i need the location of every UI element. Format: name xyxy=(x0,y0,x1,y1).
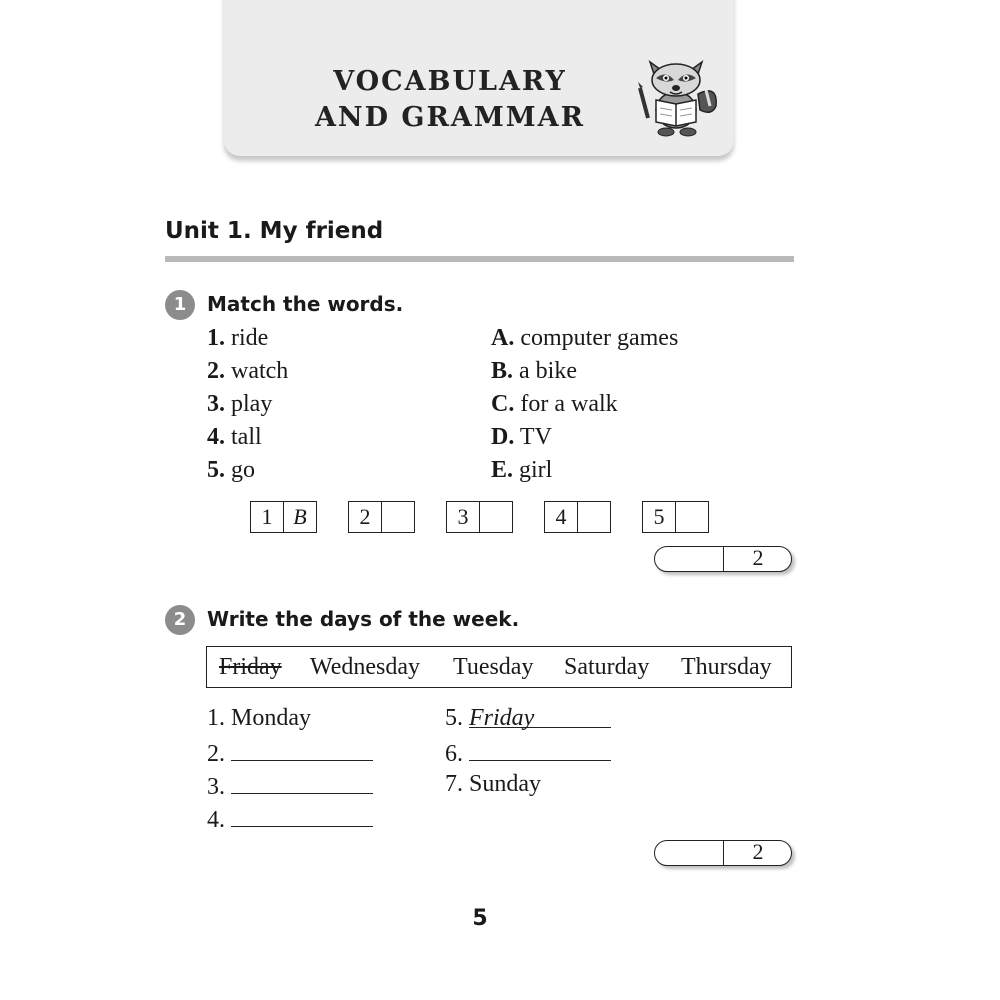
match-right-item: B. a bike xyxy=(491,358,577,384)
day-item: 2. xyxy=(207,736,373,769)
exercise-number-badge: 1 xyxy=(165,290,195,320)
match-left-item: 3. play xyxy=(207,391,273,417)
day-item: 4. xyxy=(207,802,373,835)
match-right-item: E. girl xyxy=(491,457,553,483)
answer-number: 5 xyxy=(653,504,665,529)
day-item: 3. xyxy=(207,769,373,802)
answer-number: 1 xyxy=(261,504,273,529)
day-item: 5. Friday xyxy=(445,703,611,733)
exercise-title: Match the words. xyxy=(207,292,404,316)
match-right-item: C. for a walk xyxy=(491,391,618,417)
unit-title: Unit 1. My friend xyxy=(165,218,384,244)
match-left-item: 4. tall xyxy=(207,424,262,450)
exercise-number-badge: 2 xyxy=(165,605,195,635)
word-bank-item-crossed: Friday xyxy=(219,654,282,680)
word-bank-item: Saturday xyxy=(564,654,650,680)
section-title-line2: AND GRAMMAR xyxy=(314,102,586,133)
match-right-item: D. TV xyxy=(491,424,552,450)
page-number: 5 xyxy=(472,906,488,931)
answer-line[interactable] xyxy=(231,736,373,761)
section-title-line1: VOCABULARY xyxy=(333,66,567,97)
score-max: 2 xyxy=(752,545,764,570)
match-left-item: 2. watch xyxy=(207,358,289,384)
answer-box[interactable] xyxy=(348,501,415,533)
answer-number: 4 xyxy=(555,504,567,529)
answer-letter[interactable]: B xyxy=(283,502,316,532)
day-item: 6. xyxy=(445,736,611,769)
match-right-item: A. computer games xyxy=(491,325,679,351)
match-left-item: 5. go xyxy=(207,457,255,483)
word-bank-item: Tuesday xyxy=(453,654,534,680)
answer-line[interactable] xyxy=(231,802,373,827)
raccoon-with-book-icon xyxy=(626,44,722,140)
answer-letter[interactable] xyxy=(381,502,414,532)
day-item: 1. Monday xyxy=(207,705,311,731)
answer-line[interactable] xyxy=(231,769,373,794)
answer-number: 2 xyxy=(359,504,371,529)
answer-letter[interactable] xyxy=(577,502,610,532)
answer-box[interactable] xyxy=(642,501,709,533)
day-item: 7. Sunday xyxy=(445,771,541,797)
answer-line[interactable]: Friday xyxy=(469,703,611,728)
answer-letter[interactable] xyxy=(675,502,708,532)
section-title xyxy=(300,64,600,136)
answer-box[interactable] xyxy=(250,501,317,533)
answer-box[interactable] xyxy=(544,501,611,533)
exercise-title: Write the days of the week. xyxy=(207,607,520,631)
unit-divider xyxy=(165,256,794,262)
score-max: 2 xyxy=(752,839,764,864)
answer-letter[interactable] xyxy=(479,502,512,532)
answer-box[interactable] xyxy=(446,501,513,533)
word-bank-item: Wednesday xyxy=(310,654,421,680)
answer-line[interactable] xyxy=(469,736,611,761)
word-bank-item: Thursday xyxy=(681,654,772,680)
score-box[interactable] xyxy=(654,840,792,866)
score-box[interactable] xyxy=(654,546,792,572)
match-left-item: 1. ride xyxy=(207,325,269,351)
answer-number: 3 xyxy=(457,504,469,529)
word-bank xyxy=(206,646,792,688)
